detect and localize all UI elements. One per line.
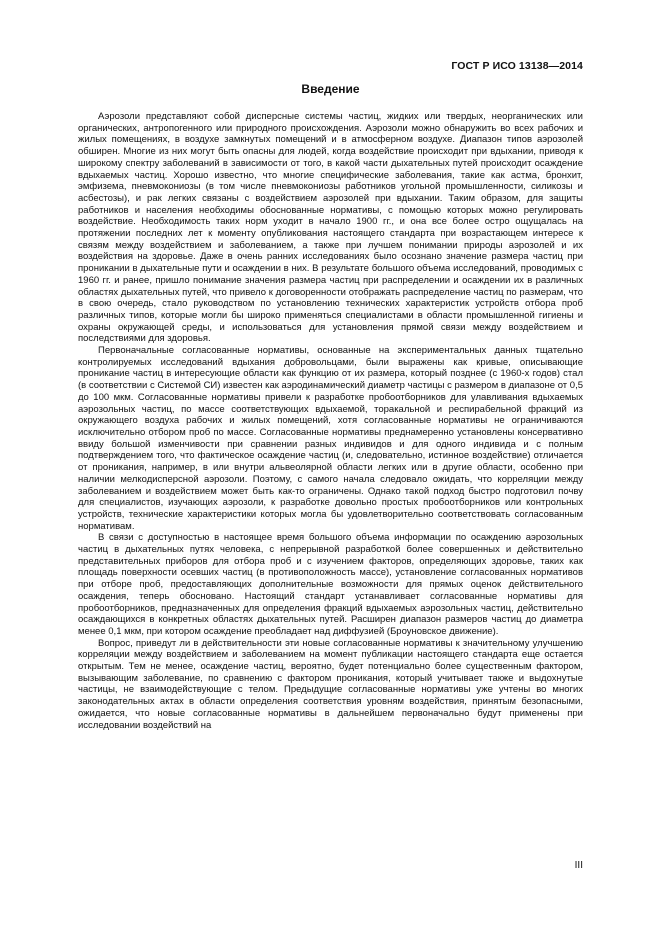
body-text	[78, 111, 583, 731]
page-number: III	[574, 860, 583, 871]
paragraph: Аэрозоли представляют собой дисперсные системы частиц, жидких или твердых, неорганических или органических, антропогенного или природного происхождения. Аэрозоли можно обнаружить во всех рабочих и жилых помещениях, в воздухе замкнутых помещений и в атмосферном воздухе. Диапазон типов аэрозолей обширен. Многие из них могут быть опасны для людей, когда воздействие происходит при вдыхании, приводя к широкому спектру заболеваний в зависимости от того, в какой части дыхательных путей происходит осаждение вдыхаемых частиц. Хорошо известно, что многие специфические заболевания, такие как астма, бронхит, эмфизема, пневмокониозы (в том числе пневмокониозы работников угольной промышленности, силикозы и асбестозы), и рак легких связаны с воздействием аэрозолей при вдыхании. Таким образом, для защиты работников и населения необходимы обоснованные нормативы, с помощью которых можно регулировать воздействие. Необходимость таких норм уходит в начало 1900 гг., и она все более остро ощущалась на протяжении последних лет к моменту опубликования настоящего стандарта при возрастающем интересе к связям между воздействием и заболеванием, а также при лучшем понимании природы аэрозолей и их воздействия на здоровье. Даже в очень ранних исследованиях было осознано значение размера частиц при проникании в дыхательные пути и осаждении в них. В результате большого объема исследований, проводимых с 1960 гг. и ранее, пришло понимание значения размера частиц при распределении и осаждении их в различных областях дыхательных путей, что привело к договоренности отображать распределение частиц по размерам, что в свою очередь, стало руководством по установлению технических характеристик устройств отбора проб различных типов, которые могли бы широко применяться специалистами в области промышленной гигиены и охраны окружающей среды, и использоваться для установления прямой связи между воздействием и последствиями для здоровья.	[78, 111, 583, 345]
section-title: Введение	[301, 82, 360, 96]
paragraph: В связи с доступностью в настоящее время большого объема информации по осаждению аэрозольных частиц в дыхательных путях человека, с непрерывной разработкой более совершенных и действительно представительных приборов для отбора проб и с изучением факторов, определяющих здоровье, таких как площадь поверхности осевших частиц (в противоположность массе), установление согласованных нормативов при отборе проб, предоставляющих дополнительные возможности для прямых оценок действительного осаждения, теперь обосновано. Настоящий стандарт устанавливает согласованные нормативы для пробоотборников, предназначенных для определения фракций вдыхаемых аэрозольных частиц, действительно осаждающихся в конкретных областях дыхательных путей. Расширен диапазон размеров частиц до диаметра менее 0,1 мкм, при котором осаждение преобладает над диффузией (Броуновское движение).	[78, 532, 583, 637]
paragraph: Первоначальные согласованные нормативы, основанные на экспериментальных данных тщательно контролируемых исследований вдыхания добровольцами, были выражены как кривые, описывающие проникание частиц в интересующие области как функцию от их размера, который позднее (с 1960-х годов) стал (в соответствии с Системой СИ) известен как аэродинамический диаметр частицы с размером в диапазоне от 0,5 до 100 мкм. Согласованные нормативы привели к разработке пробоотборников для улавливания вдыхаемых аэрозольных частиц, по массе соответствующих вдыхаемой, торакальной и респирабельной фракций из окружающего воздуха рабочих и жилых помещений, хотя согласованные нормативы не ограничиваются исключительно отбором проб по массе. Согласованные нормативы преднамеренно установлены консервативно ввиду большой изменчивости при сравнении разных индивидов и для одного индивида и с полным подтверждением того, что фактическое осаждение частиц (и, следовательно, истинное воздействие) отличается от проникания, например, в или внутри альвеолярной области легких или в другие области, особенно при наличии мелкодисперсной аэрозоли. Поэтому, с самого начала следовало ожидать, что корреляции между заболеванием и воздействием может быть как-то ограничены. Однако такой подход быстро подготовил почву для специалистов, изучающих аэрозоли, к разработке довольно простых пробоотборников или контрольных устройств, технические характеристики которых могла бы удовлетворительно соответствовать согласованным нормативам.	[78, 345, 583, 532]
paragraph: Вопрос, приведут ли в действительности эти новые согласованные нормативы к значительному улучшению корреляции между воздействием и заболеванием на момент публикации настоящего стандарта еще остается открытым. Тем не менее, осаждение частиц, вероятно, будет потенциально более существенным фактором, вызывающим заболевание, по сравнению с фактором проникания, который учитывает также и выдохнутые частицы, не взаимодействующие с телом. Предыдущие согласованные нормативы уже учтены во многих законодательных актах в области определения соответствия уровням воздействия, принятым безопасными, ожидается, что новые согласованные нормативы в дальнейшем первоначально будут применены при исследовании воздействий на	[78, 637, 583, 731]
standard-code-header: ГОСТ Р ИСО 13138—2014	[451, 60, 583, 72]
